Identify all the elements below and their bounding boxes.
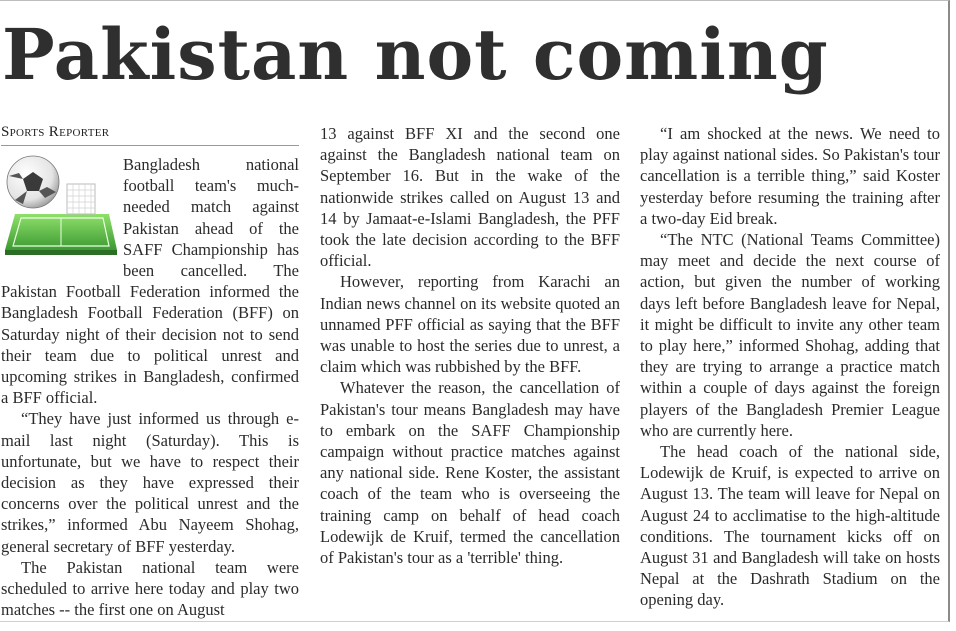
article-column-3 [640,123,940,611]
paragraph: “They have just informed us through e-mail last night (Saturday). This is unfortunate, but we have to respect their decision as they have expressed their concerns over the political unrest and the strikes,” informed Abu Nayeem Shohag, general secretary of BFF yesterday. [1,409,299,556]
article-column-1 [1,123,299,620]
paragraph: Bangladesh national football team's much-needed match against Pakistan ahead of the SAFF Championship has been cancelled. The Pakistan Football Federation informed the Bangladesh Football Federation (BFF) on Saturday night of their decision not to send their team due to political unrest and upcoming strikes in Bangladesh, confirmed a BFF official. [1,155,299,408]
paragraph: The Pakistan national team were scheduled to arrive here today and play two matches -- the first one on August [1,557,299,620]
paragraph: 13 against BFF XI and the second one against the Bangladesh national team on September 16. But in the wake of the nationwide strikes called on August 13 and 14 by Jamaat-e-Islami Bangladesh, the PFF took the late decision according to the BFF official. [320,124,620,271]
paragraph: Whatever the reason, the cancellation of Pakistan's tour means Bangladesh may have to embark on the SAFF Championship campaign without practice matches against any national side. Rene Koster, the assistant coach of the team who is overseeing the training camp on behalf of head coach Lodewijk de Kruif, termed the cancellation of Pakistan's tour as a 'terrible' thing. [320,378,620,568]
paragraph: The head coach of the national side, Lodewijk de Kruif, is expected to arrive on August 13. The team will leave for Nepal on August 24 to acclimatise to the high-altitude conditions. The tournament kicks off on August 31 and Bangladesh will take on hosts Nepal at the Dashrath Stadium on the opening day. [640,442,940,610]
football-field-icon [1,154,117,260]
headline: Pakistan not coming [2,13,829,96]
paragraph: “The NTC (National Teams Committee) may meet and decide the next course of action, but given the number of working days left before Bangladesh leave for Nepal, it might be difficult to invite any other team to play here,” informed Shohag, adding that they are trying to arrange a practice match within a couple of days against the foreign players of the Bangladesh Premier League who are currently here. [640,230,940,440]
article-column-2 [320,123,620,568]
paragraph: However, reporting from Karachi an Indian news channel on its website quoted an unnamed PFF official as saying that the BFF was unable to host the series due to unrest, a claim which was rubbished by the BFF. [320,272,620,377]
byline: Sports Reporter [1,123,299,146]
paragraph: “I am shocked at the news. We need to play against national sides. So Pakistan's tour cancellation is a terrible thing,” said Koster yesterday before resuming the training after a two-day Eid break. [640,124,940,228]
